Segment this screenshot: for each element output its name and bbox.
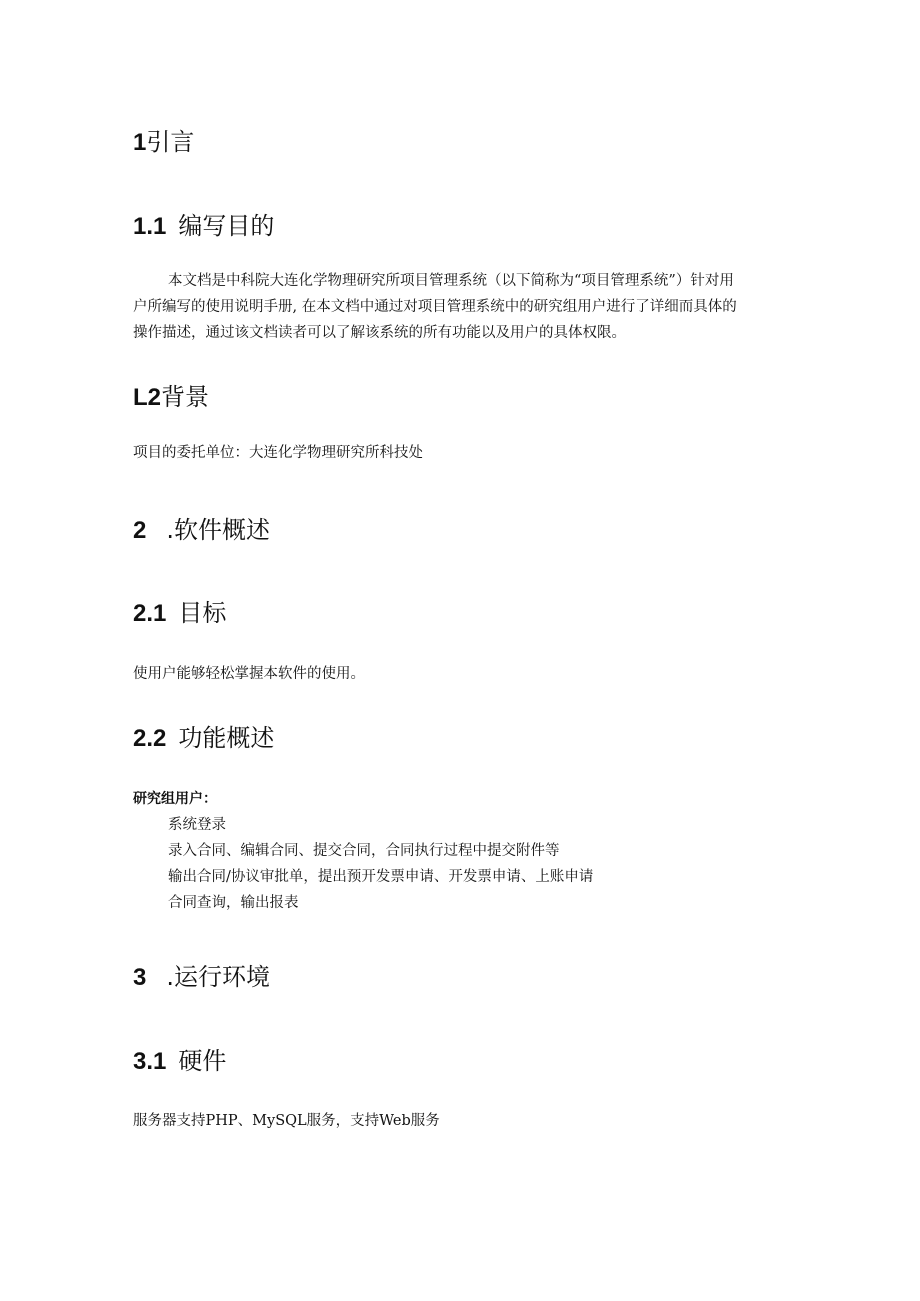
heading-number: L2 [133,384,162,411]
heading-title: .运行环境 [166,963,270,991]
heading-number: 3 [133,964,147,991]
function-list-item: 系统登录 [168,817,226,833]
heading-title: .软件概述 [166,516,270,544]
heading-title: 功能概述 [178,724,275,752]
goal-paragraph: 使用户能够轻松掌握本软件的使用。 [133,666,365,682]
purpose-paragraph-line-3: 操作描述，通过该文档读者可以了解该系统的所有功能以及用户的具体权限。 [133,325,626,341]
function-list-item: 输出合同/协议审批单，提出预开发票申请、开发票申请、上账申请 [168,869,594,885]
hardware-paragraph: 服务器支持PHP、MySQL服务，支持Web服务 [133,1113,440,1129]
heading-3-runtime-environment [133,962,270,993]
heading-number: 1.1 [133,213,167,240]
purpose-paragraph-line-2: 户所编写的使用说明手册, 在本文档中通过对项目管理系统中的研究组用户进行了详细而具体的 [133,299,737,315]
heading-1-introduction [133,127,194,158]
research-group-user-label: 研究组用户： [133,791,217,807]
purpose-paragraph-line-1: 本文档是中科院大连化学物理研究所项目管理系统（以下简称为“项目管理系统”）针对用 [168,273,734,289]
heading-number: 3.1 [133,1048,167,1075]
heading-2-2-function-overview [133,723,274,754]
heading-title: 硬件 [178,1047,227,1075]
heading-number: 2.1 [133,600,167,627]
heading-title: 目标 [178,599,227,627]
heading-1-1-purpose [133,211,274,242]
heading-number: 1 [133,129,147,156]
heading-number: 2.2 [133,725,167,752]
heading-2-1-goal [133,598,226,629]
heading-1-2-background [133,382,209,413]
heading-2-software-overview [133,515,270,546]
background-paragraph: 项目的委托单位：大连化学物理研究所科技处 [133,445,423,461]
heading-number: 2 [133,517,147,544]
function-list-item: 合同查询，输出报表 [168,895,299,911]
heading-3-1-hardware [133,1046,226,1077]
heading-title: 背景 [161,383,210,411]
heading-title: 编写目的 [178,212,275,240]
heading-title: 引言 [146,128,195,156]
function-list-item: 录入合同、编辑合同、提交合同，合同执行过程中提交附件等 [168,843,560,859]
